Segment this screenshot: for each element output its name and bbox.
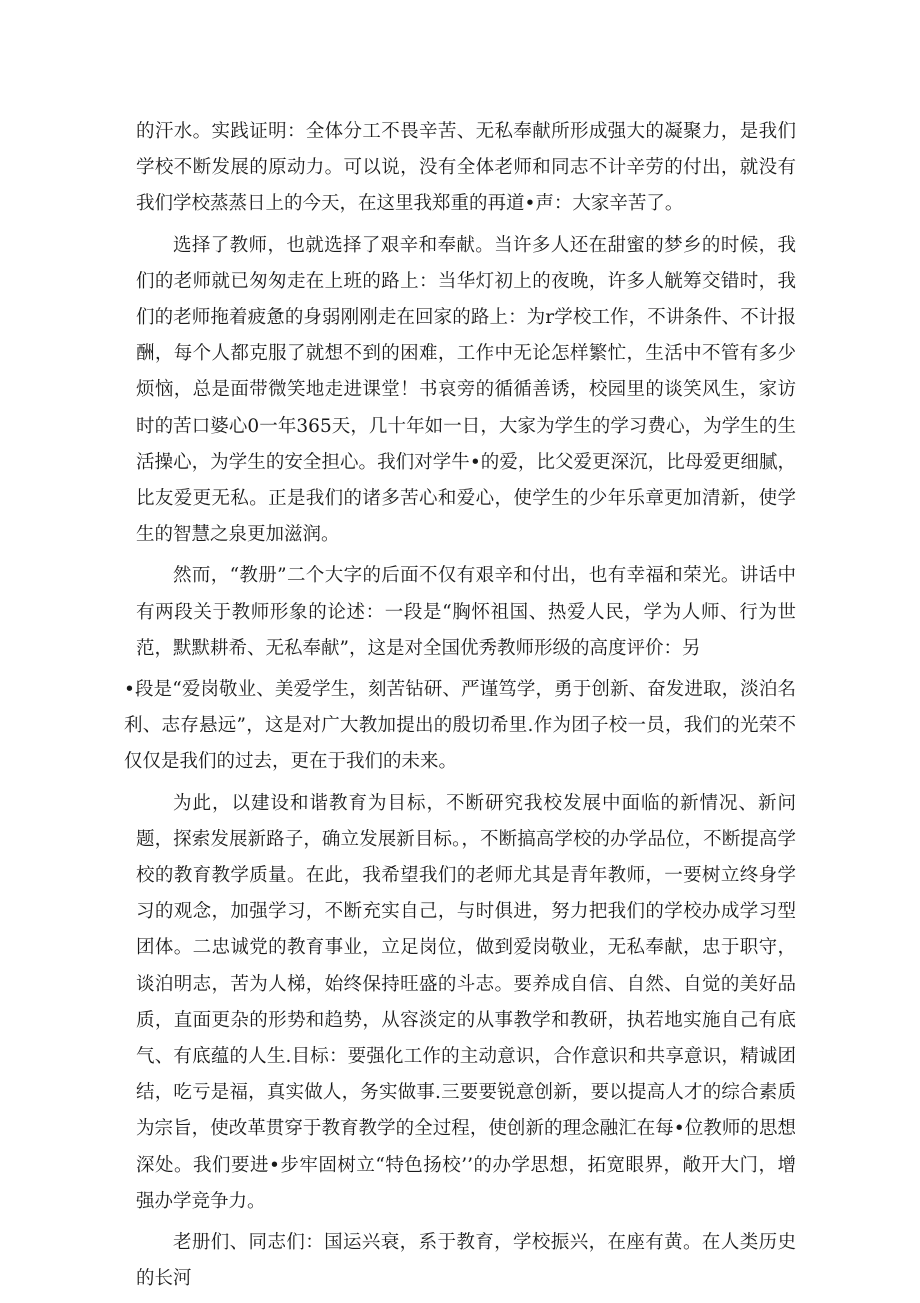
paragraph-6: 老册们、同志们：国运兴衰，系于教育，学校振兴，在座有黄。在人类历史的长河: [136, 1232, 796, 1290]
document-body: [124, 114, 796, 1303]
paragraph-2: 选择了教师，也就选择了艰辛和奉献。当许多人还在甜蜜的梦乡的时候，我们的老师就已匆匆走在上班的路上：当华灯初上的夜晚，许多人觥筹交错时，我们的老师拖着疲惫的身弱刚刚走在回家的路上：为r学校工作，不讲条件、不计报酬，每个人都克服了就想不到的困难，工作中无论怎样繁忙，生活中不管有多少烦恼，总是面带微笑地走进课堂！书哀旁的循循善诱，校园里的谈笑风生，家访时的苦口婆心0一年365天，几十年如一日，大家为学生的学习费心，为学生的生活操心，为学生的安全担心。我们对学牛•的爱，比父爱更深沉，比母爱更细腻，比友爱更无私。正是我们的诸多苦心和爱心，使学生的少年乐章更加清新，使学生的智慧之泉更加滋润。: [136, 234, 796, 546]
paragraph-1: 的汗水。实践证明：全体分工不畏辛苦、无私奉献所形成强大的凝聚力，是我们学校不断发展的原动力。可以说，没有全体老师和同志不计辛劳的付出，就没有我们学校蒸蒸日上的今天，在这里我郑重的再道•声：大家辛苦了。: [136, 121, 796, 215]
paragraph-4: •段是“爱岗敬业、美爱学生，刻苦钻研、严谨笃学，勇于创新、奋发进取，淡泊名利、志存悬远”，这是对广大教加提出的殷切希里.作为团子校一员，我们的光荣不仅仅是我们的过去，更在于我们的未来。: [124, 679, 796, 773]
paragraph-5: 为此，以建设和谐教育为目标，不断研究我校发展中面临的新情况、新问题，探索发展新路子，确立发展新目标。，不断搞高学校的办学品位，不断提高学校的教育教学质量。在此，我希望我们的老师尤其是青年教师，一要树立终身学习的观念，加强学习，不断充实自己，与时俱进，努力把我们的学校办成学习型团体。二忠诚党的教育事业，立足岗位，做到爱岗敬业，无私奉献，忠于职守，谈泊明志，苦为人梯，始终保持旺盛的斗志。要养成自信、自然、自觉的美好品质，直面更杂的形势和趋势，从容淡定的从事教学和教研，执若地实施自己有底气、有底蕴的人生.目标：要强化工作的主动意识，合作意识和共享意识，精诚团结，吃亏是福，真实做人，务实做事.三要要锐意创新，要以提高人才的综合素质为宗旨，使改革贯穿于教育教学的全过程，使创新的理念融汇在每•位教师的思想深处。我们要进•步牢固树立“特色扬校’’的办学思想，拓宽眼界，敞开大门，增强办学竞争力。: [136, 792, 796, 1212]
paragraph-3: 然而，“教册”二个大字的后面不仅有艰辛和付出，也有幸福和荣光。讲话中有两段关于教师形象的论述：一段是“胸怀祖国、热爱人民，学为人师、行为世范，默默耕希、无私奉献”，这是对全国优秀教师形级的高度评价：另: [136, 565, 796, 659]
